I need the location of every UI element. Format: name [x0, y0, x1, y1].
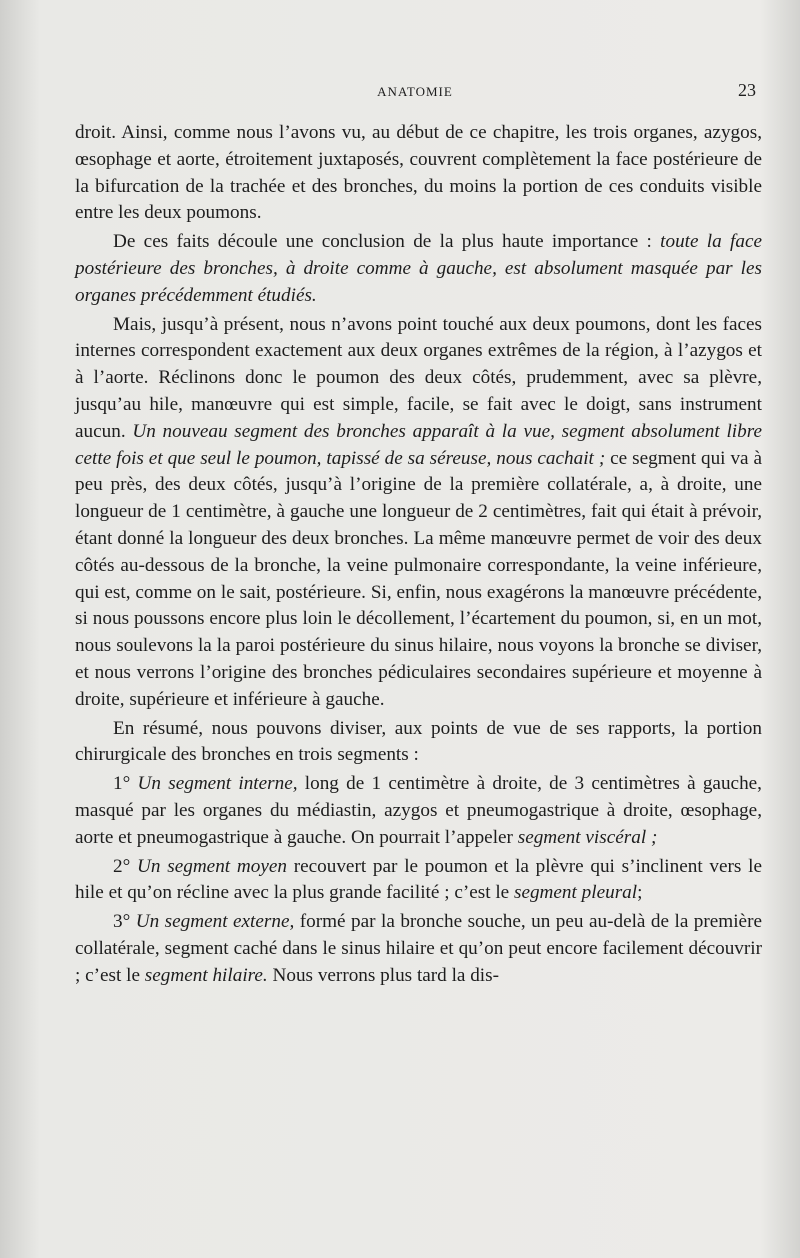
paragraph-7 [75, 909, 762, 989]
text-run: 1° [113, 773, 138, 795]
italic-text-run: Un segment interne, [137, 773, 298, 795]
paragraph-1 [75, 120, 762, 227]
paragraph-3 [75, 312, 762, 714]
italic-text-run: toute la face postérieure des bronches, à droite comme à gauche, est absolument masquée par les organes précédemment étudiés. [75, 231, 762, 306]
text-run: formé par la bronche souche, un peu au-delà de la première collatérale, segment caché dans le sinus hilaire et qu’on peut encore facilement découvrir ; c’est le [75, 911, 762, 986]
italic-text-run: segment viscéral ; [517, 826, 658, 848]
paragraph-4 [75, 716, 762, 770]
text-run: Mais, jusqu’à présent, nous n’avons point touché aux deux poumons, dont les faces internes correspondent exactement aux deux organes extrêmes de la région, à l’azygos et à l’aorte. Réclinons donc le poumon des deux côtés, prudemment, avec sa plèvre, jusqu’au hile, manœuvre qui est simple, facile, se fait avec le doigt, sans instrument aucun. [75, 313, 762, 442]
running-title: ANATOMIE [377, 84, 453, 99]
paragraph-5 [75, 771, 762, 851]
text-run: Nous verrons plus tard la dis- [267, 964, 499, 986]
text-run: recouvert par le poumon et la plèvre qui s’inclinent vers le hile et qu’on récline avec la plus grande facilité ; c’est le [75, 855, 762, 904]
italic-text-run: Un segment moyen [137, 855, 287, 877]
italic-text-run: segment hilaire. [144, 964, 268, 986]
text-run: 2° [113, 855, 138, 877]
body-text [75, 120, 762, 990]
paragraph-6 [75, 854, 762, 908]
text-run: ; [637, 882, 643, 904]
text-run: droit. Ainsi, comme nous l’avons vu, au début de ce chapitre, les trois organes, azygos, œsophage et aorte, étroitement juxtaposés, couvrent complètement la face postérieure de la bifurcation de la trachée et des bronches, du moins la portion de ces conduits visible entre les deux poumons. [75, 122, 762, 224]
text-run: 3° [113, 911, 136, 933]
paragraph-2 [75, 229, 762, 309]
italic-text-run: Un segment externe, [135, 911, 295, 933]
text-run: ce segment qui va à peu près, des deux côtés, jusqu’à l’origine de la première collatérale, a, à droite, une longueur de 1 centimètre, à gauche une longueur de 2 centimètres, fait qui était à prévoir, étant donné la longueur des deux bronches. La même manœuvre permet de voir des deux côtés au-dessous de la bronche, la veine pulmonaire correspondante, la veine inférieure, qui est, comme on le sait, postérieure. Si, enfin, nous exagérons la manœuvre précédente, si nous poussons encore plus loin le décollement, l’écartement du poumon, si, en un mot, nous soulevons la la paroi postérieure du sinus hilaire, nous voyons la bronche se diviser, et nous verrons l’origine des bronches pédiculaires secondaires supérieure et moyenne à droite, supérieure et inférieure à gauche. [75, 447, 763, 710]
italic-text-run: Un nouveau segment des bronches apparaît à la vue, segment absolument libre cette fois et que seul le poumon, tapissé de sa séreuse, nous cachait ; [75, 420, 762, 469]
page-number: 23 [738, 80, 756, 100]
text-run: long de 1 centimètre à droite, de 3 centimètres à gauche, masqué par les organes du médiastin, azygos et pneumogastrique à droite, œsophage, aorte et pneumogastrique à gauche. On pourrait l’appeler [75, 773, 762, 848]
italic-text-run: segment pleural [513, 882, 638, 904]
text-run: En résumé, nous pouvons diviser, aux points de vue de ses rapports, la portion chirurgicale des bronches en trois segments : [75, 717, 762, 766]
page-header [74, 80, 756, 106]
text-run: De ces faits découle une conclusion de la plus haute importance : [113, 231, 661, 253]
